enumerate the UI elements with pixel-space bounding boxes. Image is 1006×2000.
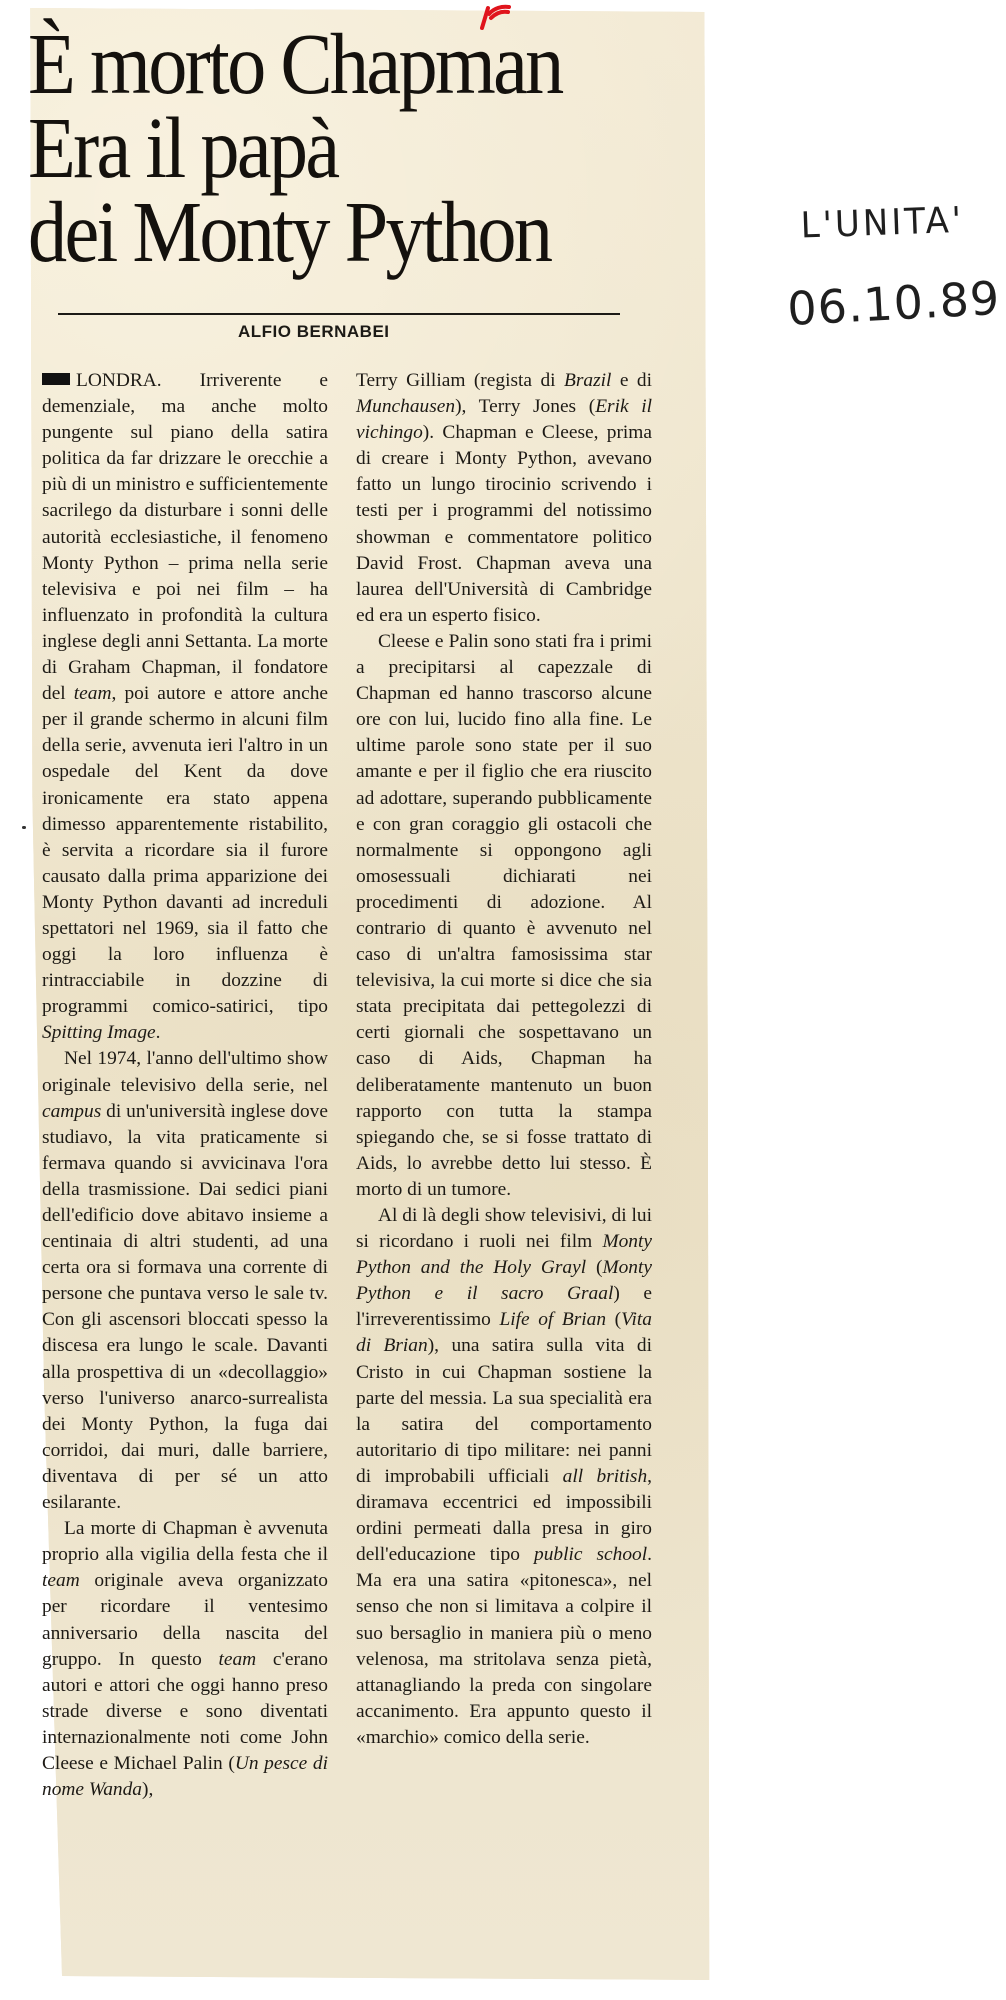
italic-title: Munchausen <box>356 396 456 418</box>
headline-line-3: dei Monty Python <box>28 183 551 280</box>
paragraph-text: . <box>155 1022 161 1044</box>
italic-title: Brazil <box>563 370 612 391</box>
paragraph-text: Al di là degli show televisivi, di lui si ricordano i ruoli nei film <box>356 1205 652 1253</box>
italic-title: Monty Python and the Holy Grayl <box>356 1231 652 1279</box>
headline-line-2: Era il papà <box>28 99 338 196</box>
italic-title: Life of Brian <box>499 1309 607 1331</box>
paragraph-text: di un'università inglese dove studiavo, la vita praticamente si fermava quando si avvicinava l'ora della trasmissione. Dai sedici piani dell'edificio dove abitavo insieme a centinaia di altri studenti, ad una certa ora si formava una corrente di persone che puntava verso le sale tv. Con gli ascensori bloccati spesso la discesa era lungo le scale. Davanti alla prospettiva di un «decollaggio» verso l'universo anarco-surrealista dei Monty Python, la fuga dai corridoi, dai muri, dalle barriere, diventava di per sé un atto esilarante. <box>42 1100 328 1514</box>
italic-title: Un pesce di nome Wanda <box>42 1752 328 1801</box>
article-dateline: LONDRA. <box>76 370 162 391</box>
paragraph-text: La morte di Chapman è avvenuta proprio alla vigilia della festa che il <box>42 1518 328 1566</box>
paragraph-text: . Ma era una satira «pitonesca», nel senso che non si limitava a colpire il suo bersaglio in maniera più o meno velenosa, ma stritolava senza pietà, attanagliando la preda con singolare accanimento. Era appunto questo il «marchio» comico della serie. <box>356 1544 652 1748</box>
handwritten-newspaper-name: L'UNITA' <box>800 199 965 247</box>
article-column-left <box>42 368 328 1803</box>
article-paragraph <box>42 1516 328 1803</box>
paragraph-text: Terry Gilliam (regista di <box>356 370 564 391</box>
italic-title: Spitting Image <box>42 1022 156 1044</box>
handwritten-date: 06.10.89 <box>786 270 1002 336</box>
article-headline <box>28 15 622 280</box>
article-paragraph <box>42 1046 328 1516</box>
italic-title: Monty Python e il sacro Graal <box>356 1257 652 1305</box>
paragraph-text: ( <box>606 1309 622 1331</box>
italic-title: Vita di Brian <box>356 1309 652 1357</box>
italic-term: team <box>73 683 112 705</box>
paragraph-text: ), <box>142 1779 154 1801</box>
article-paragraph <box>356 368 652 629</box>
paragraph-text: ), una satira sulla vita di Cristo in cui Chapman sostiene la parte del messia. La sua specialità era la satira del comportamento autoritario di tipo militare: nei panni di improbabili ufficiali <box>356 1335 652 1487</box>
italic-term: public school <box>534 1544 648 1566</box>
byline-divider <box>58 313 620 315</box>
italic-term: team <box>218 1648 257 1670</box>
paragraph-text: originale aveva organizzato per ricordare il ventesimo anniversario della nascita del gruppo. In questo <box>42 1570 328 1670</box>
article-column-right <box>356 368 652 1751</box>
article-paragraph <box>42 368 328 1046</box>
paragraph-text: Cleese e Palin sono stati fra i primi a precipitarsi al capezzale di Chapman ed hanno trascorso alcune ore con lui, lucido fino alla fine. Le ultime parole sono state per il suo amante e per il figlio che era riuscito ad adottare, superando pubblicamente e con gran coraggio gli ostacoli che normalmente si oppongono agli omosessuali dichiarati nei procedimenti di adozione. Al contrario di quanto è avvenuto nel caso di un'altra famosissima star televisiva, la cui morte si dice che sia stata precipitata dai pettegolezzi di certi giornali che sospettavano un caso di Aids, Chapman ha deliberatamente mantenuto un buon rapporto con tutta la stampa spiegando che, se si fosse trattato di Aids, lo avrebbe detto lui stesso. È morto di un tumore. <box>356 630 652 1200</box>
paragraph-text: c'erano autori e attori che oggi hanno preso strade diverse e sono diventati internazionalmente noti come John Cleese e Michael Palin ( <box>42 1648 328 1774</box>
paragraph-text: , diramava eccentrici ed impossibili ordini permeati dalla presa in giro dell'educazione tipo <box>356 1465 653 1566</box>
paragraph-text: ), Terry Jones ( <box>455 396 596 418</box>
article-paragraph <box>356 1203 652 1751</box>
italic-term: team <box>42 1570 80 1592</box>
lead-block-icon <box>42 373 70 385</box>
paragraph-text: , poi autore e attore anche per il grande schermo in alcuni film della serie, avvenuta ieri l'altro in un ospedale del Kent da dove ironicamente era stato appena dimesso apparentemente ristabilito, è servita a ricordare sia il furore causato dalla prima apparizione dei Monty Python davanti ad increduli spettatori nel 1969, sia il fatto che oggi la loro influenza è rintracciabile in dozzine di programmi comico-satirici, tipo <box>42 683 328 1018</box>
italic-title: Erik il vichingo <box>356 396 652 444</box>
stray-ink-dot <box>22 826 26 829</box>
paragraph-text: e di <box>611 370 652 391</box>
paragraph-text: Nel 1974, l'anno dell'ultimo show originale televisivo della serie, nel <box>42 1048 328 1096</box>
italic-term: campus <box>42 1100 102 1122</box>
italic-term: all british <box>562 1465 648 1487</box>
article-byline: ALFIO BERNABEI <box>238 322 390 341</box>
paragraph-text: ) e l'irreverentissimo <box>356 1283 652 1331</box>
paragraph-text: ( <box>586 1257 603 1279</box>
paragraph-text: ). Chapman e Cleese, prima di creare i Monty Python, avevano fatto un lungo tirocinio scrivendo i testi per i programmi del notissimo showman e commentatore politico David Frost. Chapman aveva una laurea dell'Università di Cambridge ed era un esperto fisico. <box>356 422 652 626</box>
headline-line-1: È morto Chapman <box>28 15 562 112</box>
article-paragraph <box>356 629 652 1203</box>
paragraph-text: Irriverente e demenziale, ma anche molto pungente sul piano della satira politica da far drizzare le orecchie a più di un ministro e sufficientemente sacrilego da disturbare i sonni delle autorità ecclesiastiche, il fenomeno Monty Python – prima nella serie televisiva e poi nei film – ha influenzato in profondità la cultura inglese degli anni Settanta. La morte di Graham Chapman, il fondatore del <box>42 370 328 705</box>
